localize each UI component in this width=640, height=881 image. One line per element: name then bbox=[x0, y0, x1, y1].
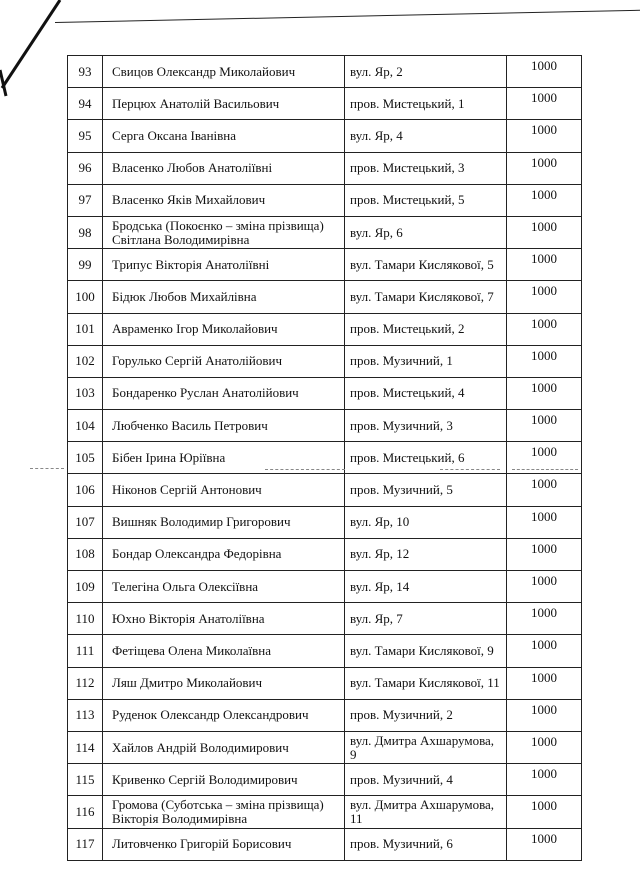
row-number: 110 bbox=[68, 603, 103, 635]
table-row bbox=[68, 603, 582, 635]
amount: 1000 bbox=[507, 345, 582, 377]
person-name: Руденок Олександр Олександрович bbox=[103, 699, 345, 731]
row-number: 111 bbox=[68, 635, 103, 667]
scan-dash-right bbox=[512, 469, 578, 470]
address: пров. Музичний, 6 bbox=[345, 828, 507, 860]
row-number: 100 bbox=[68, 281, 103, 313]
amount: 1000 bbox=[507, 56, 582, 88]
person-name: Хайлов Андрій Володимирович bbox=[103, 731, 345, 763]
row-number: 114 bbox=[68, 731, 103, 763]
person-name: Трипус Вікторія Анатоліївні bbox=[103, 249, 345, 281]
address: вул. Яр, 7 bbox=[345, 603, 507, 635]
person-name: Фетіщева Олена Миколаївна bbox=[103, 635, 345, 667]
row-number: 112 bbox=[68, 667, 103, 699]
row-number: 113 bbox=[68, 699, 103, 731]
address: пров. Мистецький, 6 bbox=[345, 442, 507, 474]
amount: 1000 bbox=[507, 506, 582, 538]
table-row bbox=[68, 731, 582, 763]
person-name: Власенко Любов Анатоліївні bbox=[103, 152, 345, 184]
address: пров. Музичний, 1 bbox=[345, 345, 507, 377]
row-number: 102 bbox=[68, 345, 103, 377]
row-number: 115 bbox=[68, 764, 103, 796]
person-name: Бродська (Покоєнко – зміна прізвища) Світлана Володимирівна bbox=[103, 216, 345, 248]
address: вул. Дмитра Ахшарумова, 11 bbox=[345, 796, 507, 828]
address: пров. Музичний, 4 bbox=[345, 764, 507, 796]
row-number: 109 bbox=[68, 571, 103, 603]
amount: 1000 bbox=[507, 442, 582, 474]
person-name: Бідюк Любов Михайлівна bbox=[103, 281, 345, 313]
person-name: Серга Оксана Іванівна bbox=[103, 120, 345, 152]
row-number: 105 bbox=[68, 442, 103, 474]
amount: 1000 bbox=[507, 216, 582, 248]
person-name: Телегіна Ольга Олексіївна bbox=[103, 571, 345, 603]
amount: 1000 bbox=[507, 184, 582, 216]
row-number: 104 bbox=[68, 410, 103, 442]
table-row bbox=[68, 796, 582, 828]
amount: 1000 bbox=[507, 828, 582, 860]
address: вул. Тамари Кислякової, 5 bbox=[345, 249, 507, 281]
amount: 1000 bbox=[507, 699, 582, 731]
table-row bbox=[68, 216, 582, 248]
person-name: Бібен Ірина Юріївна bbox=[103, 442, 345, 474]
person-name: Авраменко Ігор Миколайович bbox=[103, 313, 345, 345]
table-row bbox=[68, 56, 582, 88]
address: вул. Яр, 10 bbox=[345, 506, 507, 538]
row-number: 101 bbox=[68, 313, 103, 345]
table-row bbox=[68, 699, 582, 731]
person-name: Перцюх Анатолій Васильович bbox=[103, 88, 345, 120]
address: вул. Яр, 14 bbox=[345, 571, 507, 603]
address: вул. Яр, 12 bbox=[345, 538, 507, 570]
table-row bbox=[68, 764, 582, 796]
address: пров. Музичний, 5 bbox=[345, 474, 507, 506]
table-row bbox=[68, 571, 582, 603]
table-row bbox=[68, 474, 582, 506]
address: вул. Дмитра Ахшарумова, 9 bbox=[345, 731, 507, 763]
row-number: 107 bbox=[68, 506, 103, 538]
person-name: Бондар Олександра Федорівна bbox=[103, 538, 345, 570]
address: вул. Тамари Кислякової, 7 bbox=[345, 281, 507, 313]
table-row bbox=[68, 345, 582, 377]
table-row bbox=[68, 313, 582, 345]
person-name: Любченко Василь Петрович bbox=[103, 410, 345, 442]
amount: 1000 bbox=[507, 538, 582, 570]
amount: 1000 bbox=[507, 152, 582, 184]
address: пров. Мистецький, 2 bbox=[345, 313, 507, 345]
row-number: 117 bbox=[68, 828, 103, 860]
address: вул. Яр, 6 bbox=[345, 216, 507, 248]
amount: 1000 bbox=[507, 571, 582, 603]
address: пров. Мистецький, 5 bbox=[345, 184, 507, 216]
amount: 1000 bbox=[507, 731, 582, 763]
amount: 1000 bbox=[507, 796, 582, 828]
row-number: 108 bbox=[68, 538, 103, 570]
amount: 1000 bbox=[507, 281, 582, 313]
amount: 1000 bbox=[507, 313, 582, 345]
person-name: Кривенко Сергій Володимирович bbox=[103, 764, 345, 796]
amount: 1000 bbox=[507, 764, 582, 796]
table-row bbox=[68, 88, 582, 120]
table-row bbox=[68, 828, 582, 860]
table-row bbox=[68, 120, 582, 152]
table-row bbox=[68, 538, 582, 570]
table-row bbox=[68, 281, 582, 313]
person-name: Ляш Дмитро Миколайович bbox=[103, 667, 345, 699]
scan-dash-left bbox=[30, 468, 64, 469]
row-number: 103 bbox=[68, 377, 103, 409]
person-name: Громова (Суботська – зміна прізвища) Вікторія Володимирівна bbox=[103, 796, 345, 828]
table-row bbox=[68, 410, 582, 442]
person-name: Свицов Олександр Миколайович bbox=[103, 56, 345, 88]
address: вул. Тамари Кислякової, 9 bbox=[345, 635, 507, 667]
person-name: Юхно Вікторія Анатоліївна bbox=[103, 603, 345, 635]
table-row bbox=[68, 377, 582, 409]
table-row bbox=[68, 152, 582, 184]
amount: 1000 bbox=[507, 120, 582, 152]
row-number: 106 bbox=[68, 474, 103, 506]
table-row bbox=[68, 635, 582, 667]
amount: 1000 bbox=[507, 474, 582, 506]
amount: 1000 bbox=[507, 249, 582, 281]
amount: 1000 bbox=[507, 603, 582, 635]
table-row bbox=[68, 506, 582, 538]
address: вул. Тамари Кислякової, 11 bbox=[345, 667, 507, 699]
person-name: Бондаренко Руслан Анатолійович bbox=[103, 377, 345, 409]
row-number: 98 bbox=[68, 216, 103, 248]
amount: 1000 bbox=[507, 410, 582, 442]
table-row bbox=[68, 249, 582, 281]
address: пров. Музичний, 2 bbox=[345, 699, 507, 731]
amount: 1000 bbox=[507, 377, 582, 409]
person-name: Власенко Яків Михайлович bbox=[103, 184, 345, 216]
amount: 1000 bbox=[507, 88, 582, 120]
payment-list-table bbox=[67, 55, 582, 861]
table-row bbox=[68, 667, 582, 699]
row-number: 97 bbox=[68, 184, 103, 216]
row-number: 99 bbox=[68, 249, 103, 281]
scan-top-edge bbox=[55, 0, 640, 23]
address: вул. Яр, 2 bbox=[345, 56, 507, 88]
scan-dash-addr bbox=[440, 469, 500, 470]
row-number: 96 bbox=[68, 152, 103, 184]
address: пров. Музичний, 3 bbox=[345, 410, 507, 442]
amount: 1000 bbox=[507, 667, 582, 699]
scan-dash-name bbox=[265, 469, 345, 470]
row-number: 116 bbox=[68, 796, 103, 828]
person-name: Горулько Сергій Анатолійович bbox=[103, 345, 345, 377]
person-name: Ніконов Сергій Антонович bbox=[103, 474, 345, 506]
row-number: 94 bbox=[68, 88, 103, 120]
table-body bbox=[68, 56, 582, 861]
row-number: 93 bbox=[68, 56, 103, 88]
person-name: Литовченко Григорій Борисович bbox=[103, 828, 345, 860]
table-row bbox=[68, 184, 582, 216]
row-number: 95 bbox=[68, 120, 103, 152]
amount: 1000 bbox=[507, 635, 582, 667]
address: вул. Яр, 4 bbox=[345, 120, 507, 152]
address: пров. Мистецький, 1 bbox=[345, 88, 507, 120]
person-name: Вишняк Володимир Григорович bbox=[103, 506, 345, 538]
address: пров. Мистецький, 3 bbox=[345, 152, 507, 184]
address: пров. Мистецький, 4 bbox=[345, 377, 507, 409]
